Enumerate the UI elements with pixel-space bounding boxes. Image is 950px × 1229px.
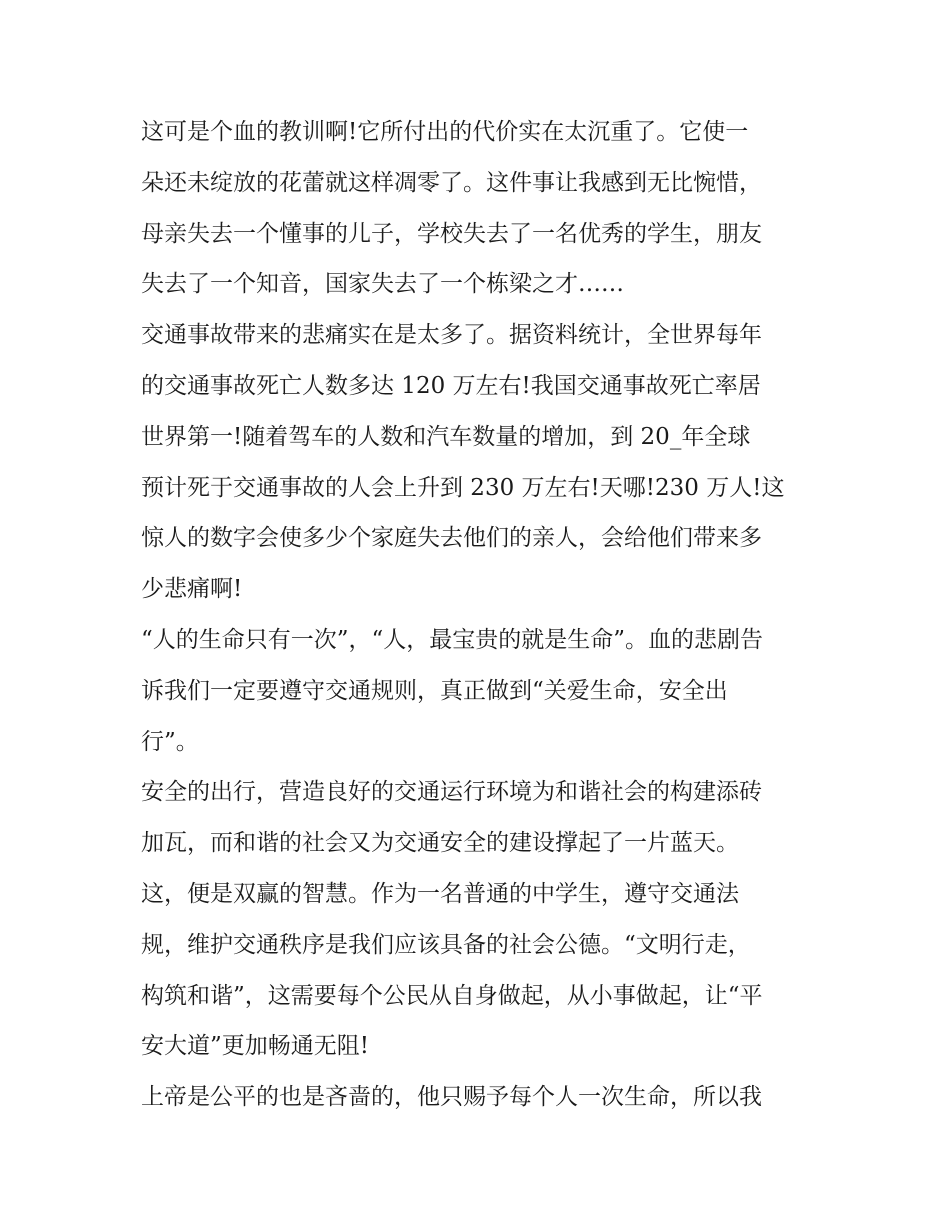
- text-line: 预计死于交通事故的人会上升到 230 万左右!天哪!230 万人!这: [141, 474, 785, 501]
- text-line: 失去了一个知音，国家失去了一个栋梁之才……: [141, 271, 624, 298]
- text-line: 少悲痛啊!: [141, 576, 243, 603]
- text-line: 加瓦，而和谐的社会又为交通安全的建设撑起了一片蓝天。: [141, 830, 739, 857]
- paragraph: [141, 310, 821, 615]
- text-line: “人的生命只有一次”，“人，最宝贵的就是生命”。血的悲剧告: [141, 626, 764, 653]
- paragraph: [141, 107, 821, 310]
- paragraph: [141, 1072, 821, 1123]
- text-line: 行”。: [141, 728, 199, 755]
- text-line: 安大道”更加畅通无阻!: [141, 1033, 370, 1060]
- text-line: 的交通事故死亡人数多达 120 万左右!我国交通事故死亡率居: [141, 372, 761, 399]
- text-line: 构筑和谐”，这需要每个公民从自身做起，从小事做起，让“平: [141, 982, 763, 1009]
- paragraph: [141, 767, 821, 1072]
- text-line: 这可是个血的教训啊!它所付出的代价实在太沉重了。它使一: [141, 119, 749, 145]
- text-line: 母亲失去一个懂事的儿子，学校失去了一名优秀的学生，朋友: [141, 220, 762, 247]
- paragraph: [141, 615, 821, 767]
- text-line: 安全的出行，营造良好的交通运行环境为和谐社会的构建添砖: [141, 779, 762, 806]
- text-line: 上帝是公平的也是吝啬的，他只赐予每个人一次生命，所以我: [141, 1084, 762, 1111]
- text-line: 世界第一!随着驾车的人数和汽车数量的增加，到 20_年全球: [141, 423, 751, 450]
- document-body: [141, 107, 821, 1123]
- text-line: 诉我们一定要遵守交通规则，真正做到“关爱生命，安全出: [141, 677, 728, 704]
- text-line: 规，维护交通秩序是我们应该具备的社会公德。“文明行走，: [141, 931, 751, 958]
- text-line: 惊人的数字会使多少个家庭失去他们的亲人，会给他们带来多: [141, 525, 762, 552]
- text-line: 这，便是双赢的智慧。作为一名普通的中学生，遵守交通法: [141, 880, 739, 907]
- text-line: 交通事故带来的悲痛实在是太多了。据资料统计，全世界每年: [141, 322, 762, 349]
- text-line: 朵还未绽放的花蕾就这样凋零了。这件事让我感到无比惋惜，: [141, 169, 762, 196]
